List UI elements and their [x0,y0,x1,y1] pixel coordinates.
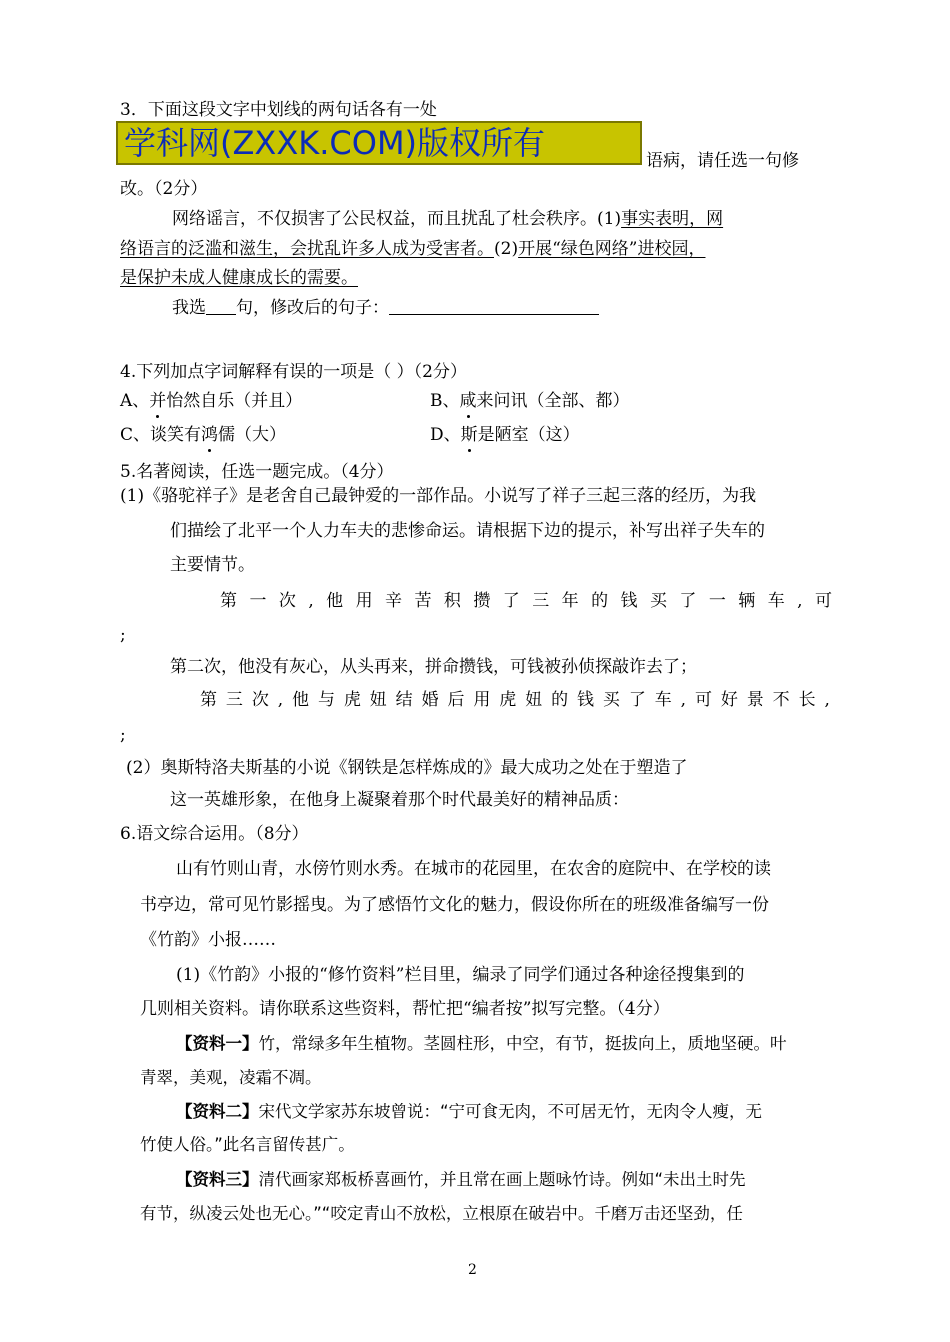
third-loss-line: 第 三 次 , 他 与 虎 妞 结 婚 后 用 虎 妞 的 钱 买 了 车 , 可 好 景 不 长 , [200,690,830,710]
revised-sentence-blank[interactable] [389,298,599,315]
q5-item1-line3: 主要情节。 [170,555,255,575]
material-1-line2: 青翠，美观，凌霜不凋。 [140,1068,322,1087]
underlined-sentence-2-cont: 是保护未成人健康成长的需要。 [120,268,358,288]
first-loss-end: ; [120,625,126,645]
dotted-char: 鸿 [201,425,219,445]
q4-option-c[interactable]: C、谈笑有鸿儒（大） [120,425,287,445]
q6-intro-line1: 山有竹则山青，水傍竹则水秀。在城市的花园里，在农舍的庭院中、在学校的读 [176,859,771,879]
material-2-line1: 【资料二】宋代文学家苏东坡曾说：“宁可食无肉，不可居无竹，无肉令人瘦，无 [176,1102,763,1121]
underlined-sentence-1-cont: 络语言的泛滥和滋生，会扰乱许多人成为受害者。 [120,239,494,259]
q4-stem: 4.下列加点字词解释有误的一项是（ ）（2分） [120,362,467,382]
underlined-sentence-2: 开展“绿色网络”进校园， [518,239,706,259]
material-1-line1: 【资料一】竹，常绿多年生植物。茎圆柱形，中空，有节，挺拔向上，质地坚硬。叶 [176,1034,787,1053]
q5-stem: 5.名著阅读，任选一题完成。（4分） [120,462,394,482]
material-2-label: 【资料二】 [176,1102,259,1121]
q3-passage-line1: 网络谣言，不仅损害了公民权益，而且扰乱了杜会秩序。(1)事实表明，网 [172,209,724,229]
watermark-banner [116,121,642,165]
q3-passage-line2: 络语言的泛滥和滋生，会扰乱许多人成为受害者。(2)开展“绿色网络”进校园， [120,239,706,259]
page-number: 2 [468,1262,477,1278]
q5-item1-line1: (1)《骆驼祥子》是老舍自己最钟爱的一部作品。小说写了祥子三起三落的经历，为我 [120,486,757,506]
first-loss-line: 第 一 次 , 他 用 辛 苦 积 攒 了 三 年 的 钱 买 了 一 辆 车 , 可 [220,591,832,611]
q4-option-d[interactable]: D、斯是陋室（这） [430,425,580,445]
q6-intro-line2: 书亭边，常可见竹影摇曳。为了感悟竹文化的魅力，假设你所在的班级准备编写一份 [140,895,769,915]
q3-passage-line3 [120,267,358,289]
q3-stem-end: 语病，请任选一句修 [646,151,799,171]
q4-option-b[interactable]: B、咸来问讯（全部、都） [430,391,630,411]
material-3-line1: 【资料三】清代画家郑板桥喜画竹，并且常在画上题咏竹诗。例如“未出土时先 [176,1170,746,1189]
q3-answer-line: 我选 句，修改后的句子： [172,297,599,319]
q6-task1-line2: 几则相关资料。请你联系这些资料，帮忙把“编者按”拟写完整。（4分） [140,999,670,1019]
dotted-char: 斯 [460,425,478,445]
second-loss-line: 第二次，他没有灰心，从头再来，拼命攒钱，可钱被孙侦探敲诈去了； [170,657,697,677]
third-loss-end: ; [120,725,126,745]
q3-stem-line2: 改。（2分） [120,179,208,199]
q3-stem: 3．下面这段文字中划线的两句话各有一处 [120,100,437,120]
dotted-char: 咸 [459,391,477,411]
dotted-char: 并 [149,391,167,411]
q6-stem: 6.语文综合运用。（8分） [120,824,309,844]
q5-item2-line1: (2）奥斯特洛夫斯基的小说《钢铁是怎样炼成的》最大成功之处在于塑造了 [126,758,688,778]
sentence-choice-blank[interactable] [206,298,236,315]
q6-intro-line3: 《竹韵》小报…… [140,930,276,950]
q4-option-a[interactable]: A、并怡然自乐（并且） [120,391,303,411]
material-3-line2: 有节，纵凌云处也无心。”“咬定青山不放松，立根原在破岩中。千磨万击还坚劲，任 [140,1204,743,1223]
q5-item1-line2: 们描绘了北平一个人力车夫的悲惨命运。请根据下边的提示，补写出祥子失车的 [170,521,765,541]
q6-task1-line1: (1)《竹韵》小报的“修竹资料”栏目里，编录了同学们通过各种途径搜集到的 [176,965,745,985]
material-2-line2: 竹使人俗。”此名言留传甚广。 [140,1135,355,1154]
q5-item2-line2: 这一英雄形象，在他身上凝聚着那个时代最美好的精神品质： [170,790,629,810]
watermark-text: 学科网(ZXXK.COM)版权所有 [124,124,546,162]
material-3-label: 【资料三】 [176,1170,259,1189]
material-1-label: 【资料一】 [176,1034,259,1053]
underlined-sentence-1: 事实表明，网 [621,209,724,229]
